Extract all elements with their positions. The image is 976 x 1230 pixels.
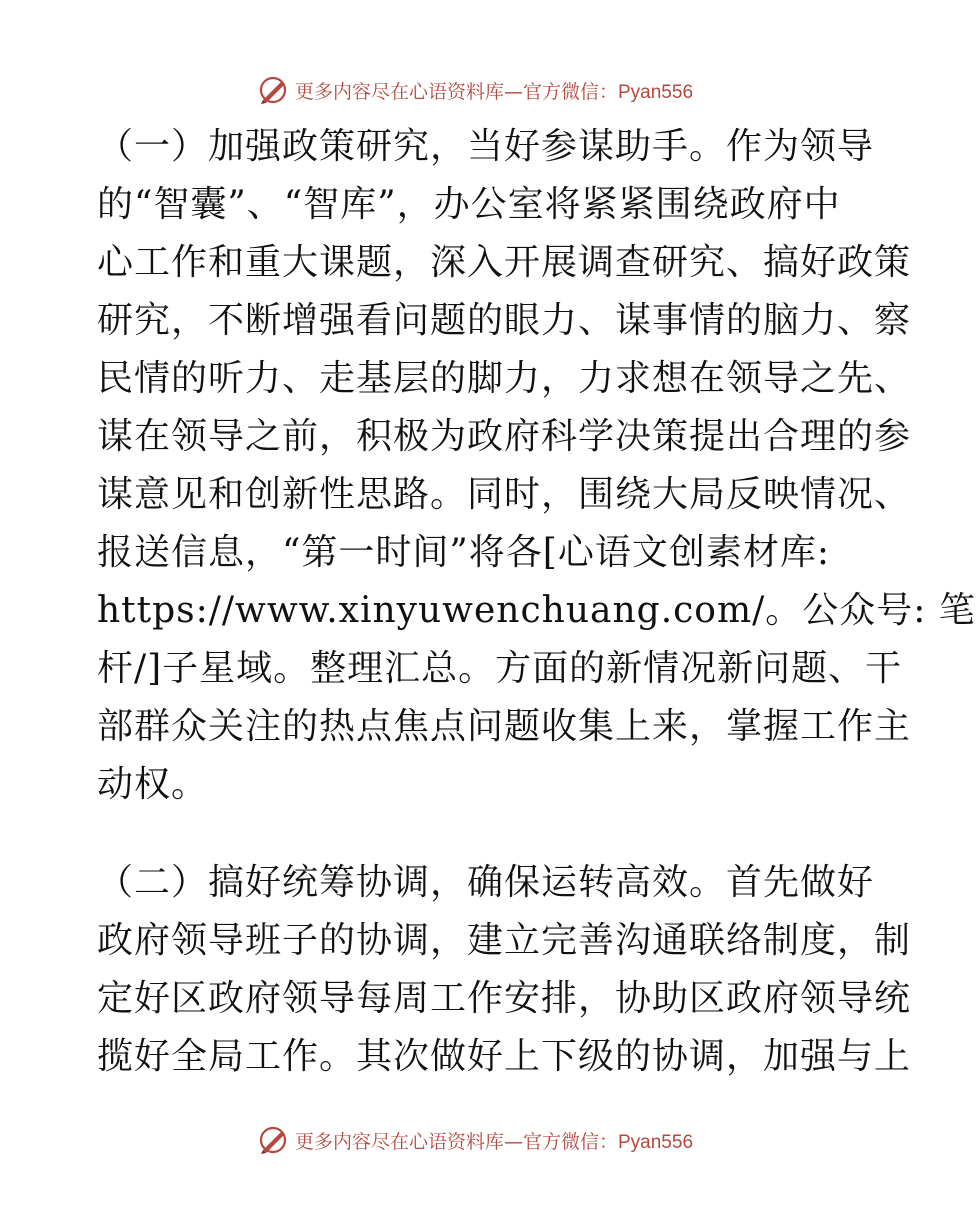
text-line: 动权。 [97,764,209,805]
text-line: （一）加强政策研究，当好参谋助手。作为领导 [97,126,875,167]
text-line: 定好区政府领导每周工作安排，协助区政府领导统 [97,978,912,1019]
text-line: 民情的听力、走基层的脚力，力求想在领导之先、 [97,358,912,399]
text-line-link: https://www.xinyuwenchuang.com/。公众号: 笔 [97,590,976,631]
document-body [97,118,976,1086]
text-line: 部群众关注的热点焦点问题收集上来，掌握工作主 [97,706,912,747]
text-line: 报送信息，“第一时间”将各[心语文创素材库: [97,532,830,573]
footer-banner [0,1120,950,1160]
banner-wechat-id: Pyan556 [618,81,694,103]
banner-text [295,77,693,104]
banner-text-cn: 更多内容尽在心语资料库—官方微信： [294,1130,618,1153]
pen-logo-icon [257,74,289,106]
text-line: 谋意见和创新性思路。同时，围绕大局反映情况、 [97,474,912,515]
text-line: 研究，不断增强看问题的眼力、谋事情的脑力、察 [97,300,912,341]
header-banner [0,70,950,110]
text-line: 谋在领导之前，积极为政府科学决策提出合理的参 [97,416,912,457]
pen-logo-icon [257,1124,289,1156]
paragraph-1 [97,118,976,814]
text-line: 政府领导班子的协调，建立完善沟通联络制度，制 [97,920,912,961]
text-line: 揽好全局工作。其次做好上下级的协调，加强与上 [97,1036,912,1077]
banner-text [295,1127,693,1154]
paragraph-2 [97,854,912,1086]
text-line: 的“智囊”、“智库”，办公室将紧紧围绕政府中 [97,184,841,225]
text-line: 杆/]子星域。整理汇总。方面的新情况新问题、干 [97,648,903,689]
banner-wechat-id: Pyan556 [618,1131,694,1153]
text-line: （二）搞好统筹协调，确保运转高效。首先做好 [97,862,875,903]
text-line: 心工作和重大课题，深入开展调查研究、搞好政策 [97,242,912,283]
paragraph-spacer [97,814,857,854]
banner-text-cn: 更多内容尽在心语资料库—官方微信： [294,80,618,103]
